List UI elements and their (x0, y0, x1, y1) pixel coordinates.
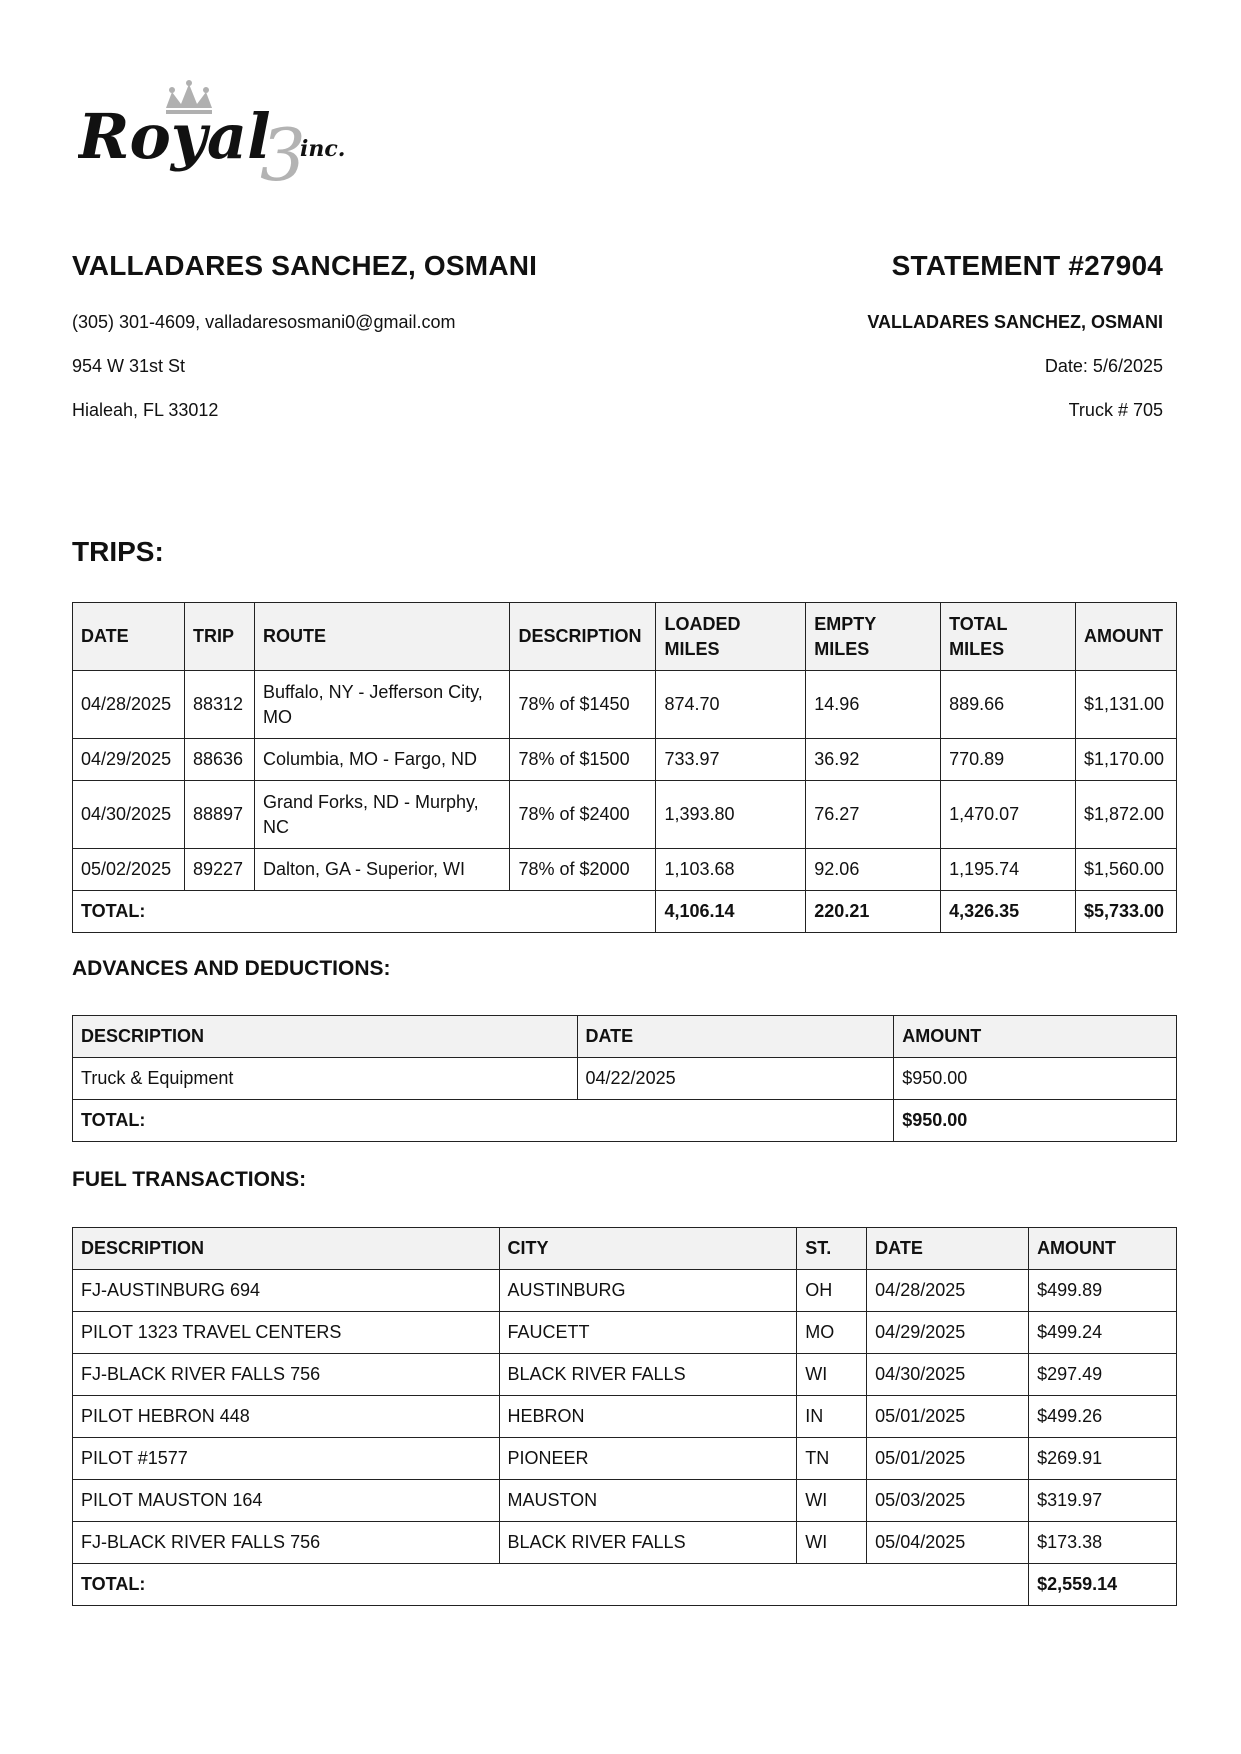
fuel-heading: FUEL TRANSACTIONS: (72, 1168, 307, 1191)
table-row (73, 1480, 1177, 1522)
cell-loaded: 733.97 (656, 739, 806, 781)
total-label: TOTAL: (73, 1100, 894, 1142)
total-amount: $5,733.00 (1075, 891, 1176, 933)
cell-description: 78% of $1500 (510, 739, 656, 781)
cell-date: 04/29/2025 (867, 1312, 1029, 1354)
cell-empty: 76.27 (806, 781, 941, 849)
cell-description: FJ-BLACK RIVER FALLS 756 (73, 1354, 500, 1396)
cell-description: 78% of $2400 (510, 781, 656, 849)
cell-date: 05/02/2025 (73, 849, 185, 891)
cell-description: FJ-BLACK RIVER FALLS 756 (73, 1522, 500, 1564)
cell-state: TN (797, 1438, 867, 1480)
royal-3-inc-logo (78, 80, 388, 190)
col-date: DATE (73, 603, 185, 671)
total-amount: $2,559.14 (1029, 1564, 1177, 1606)
cell-description: Truck & Equipment (73, 1058, 578, 1100)
col-city: CITY (499, 1228, 797, 1270)
cell-city: AUSTINBURG (499, 1270, 797, 1312)
advances-heading: ADVANCES AND DEDUCTIONS: (72, 957, 391, 980)
cell-description: PILOT MAUSTON 164 (73, 1480, 500, 1522)
col-description: DESCRIPTION (73, 1016, 578, 1058)
trips-total-row (73, 891, 1177, 933)
cell-route: Columbia, MO - Fargo, ND (254, 739, 510, 781)
col-trip: TRIP (184, 603, 254, 671)
col-date: DATE (867, 1228, 1029, 1270)
cell-description: PILOT 1323 TRAVEL CENTERS (73, 1312, 500, 1354)
driver-city: Hialeah, FL 33012 (72, 400, 219, 420)
col-total-miles: TOTAL MILES (941, 603, 1076, 671)
cell-amount: $1,170.00 (1075, 739, 1176, 781)
cell-total: 770.89 (941, 739, 1076, 781)
cell-trip: 88636 (184, 739, 254, 781)
cell-state: OH (797, 1270, 867, 1312)
table-row (73, 671, 1177, 739)
cell-route: Dalton, GA - Superior, WI (254, 849, 510, 891)
logo-suffix: inc. (300, 136, 346, 162)
cell-amount: $1,560.00 (1075, 849, 1176, 891)
statement-info (563, 250, 1163, 420)
total-empty: 220.21 (806, 891, 941, 933)
cell-description: 78% of $1450 (510, 671, 656, 739)
cell-amount: $499.24 (1029, 1312, 1177, 1354)
table-row (73, 1058, 1177, 1100)
cell-city: PIONEER (499, 1438, 797, 1480)
table-header-row (73, 1016, 1177, 1058)
driver-name: VALLADARES SANCHEZ, OSMANI (72, 250, 538, 281)
cell-trip: 88312 (184, 671, 254, 739)
trips-table (72, 602, 1177, 933)
cell-amount: $319.97 (1029, 1480, 1177, 1522)
fuel-table (72, 1227, 1177, 1606)
cell-state: MO (797, 1312, 867, 1354)
cell-description: FJ-AUSTINBURG 694 (73, 1270, 500, 1312)
cell-amount: $297.49 (1029, 1354, 1177, 1396)
cell-date: 04/28/2025 (73, 671, 185, 739)
col-amount: AMOUNT (1075, 603, 1176, 671)
cell-amount: $499.89 (1029, 1270, 1177, 1312)
cell-state: IN (797, 1396, 867, 1438)
table-row (73, 849, 1177, 891)
driver-contact: (305) 301-4609, valladaresosmani0@gmail.com (72, 312, 456, 332)
col-state: ST. (797, 1228, 867, 1270)
table-row (73, 1354, 1177, 1396)
cell-date: 04/30/2025 (867, 1354, 1029, 1396)
cell-amount: $173.38 (1029, 1522, 1177, 1564)
cell-date: 05/01/2025 (867, 1438, 1029, 1480)
cell-total: 889.66 (941, 671, 1076, 739)
cell-loaded: 1,393.80 (656, 781, 806, 849)
cell-trip: 88897 (184, 781, 254, 849)
cell-description: 78% of $2000 (510, 849, 656, 891)
cell-date: 04/30/2025 (73, 781, 185, 849)
cell-amount: $950.00 (894, 1058, 1177, 1100)
logo-numeral: 3 (260, 113, 306, 190)
cell-amount: $269.91 (1029, 1438, 1177, 1480)
statement-truck: Truck # 705 (1068, 400, 1163, 420)
table-row (73, 1438, 1177, 1480)
cell-city: BLACK RIVER FALLS (499, 1522, 797, 1564)
col-description: DESCRIPTION (510, 603, 656, 671)
total-loaded: 4,106.14 (656, 891, 806, 933)
logo-wordmark: Royal (78, 100, 271, 173)
cell-amount: $1,131.00 (1075, 671, 1176, 739)
col-amount: AMOUNT (894, 1016, 1177, 1058)
table-header-row (73, 603, 1177, 671)
total-amount: $950.00 (894, 1100, 1177, 1142)
table-row (73, 1396, 1177, 1438)
driver-street: 954 W 31st St (72, 356, 186, 376)
table-row (73, 1312, 1177, 1354)
total-label: TOTAL: (73, 891, 656, 933)
table-header-row (73, 1228, 1177, 1270)
cell-route: Grand Forks, ND - Murphy, NC (254, 781, 510, 849)
statement-payee: VALLADARES SANCHEZ, OSMANI (867, 312, 1163, 332)
cell-date: 04/22/2025 (577, 1058, 894, 1100)
cell-loaded: 1,103.68 (656, 849, 806, 891)
cell-description: PILOT HEBRON 448 (73, 1396, 500, 1438)
advances-table (72, 1015, 1177, 1142)
col-amount: AMOUNT (1029, 1228, 1177, 1270)
cell-date: 05/04/2025 (867, 1522, 1029, 1564)
statement-title: STATEMENT #27904 (891, 250, 1163, 281)
cell-date: 05/03/2025 (867, 1480, 1029, 1522)
cell-date: 05/01/2025 (867, 1396, 1029, 1438)
cell-city: HEBRON (499, 1396, 797, 1438)
cell-date: 04/29/2025 (73, 739, 185, 781)
cell-date: 04/28/2025 (867, 1270, 1029, 1312)
cell-city: FAUCETT (499, 1312, 797, 1354)
cell-city: BLACK RIVER FALLS (499, 1354, 797, 1396)
cell-empty: 14.96 (806, 671, 941, 739)
cell-amount: $1,872.00 (1075, 781, 1176, 849)
trips-heading: TRIPS: (72, 536, 164, 567)
cell-empty: 92.06 (806, 849, 941, 891)
table-row (73, 1522, 1177, 1564)
cell-empty: 36.92 (806, 739, 941, 781)
cell-route: Buffalo, NY - Jefferson City, MO (254, 671, 510, 739)
advances-total-row (73, 1100, 1177, 1142)
cell-total: 1,470.07 (941, 781, 1076, 849)
cell-city: MAUSTON (499, 1480, 797, 1522)
table-row (73, 1270, 1177, 1312)
col-loaded-miles: LOADED MILES (656, 603, 806, 671)
fuel-total-row (73, 1564, 1177, 1606)
col-date: DATE (577, 1016, 894, 1058)
cell-amount: $499.26 (1029, 1396, 1177, 1438)
table-row (73, 739, 1177, 781)
cell-loaded: 874.70 (656, 671, 806, 739)
cell-total: 1,195.74 (941, 849, 1076, 891)
cell-trip: 89227 (184, 849, 254, 891)
table-row (73, 781, 1177, 849)
cell-description: PILOT #1577 (73, 1438, 500, 1480)
col-description: DESCRIPTION (73, 1228, 500, 1270)
cell-state: WI (797, 1480, 867, 1522)
cell-state: WI (797, 1522, 867, 1564)
total-miles: 4,326.35 (941, 891, 1076, 933)
total-label: TOTAL: (73, 1564, 1029, 1606)
cell-state: WI (797, 1354, 867, 1396)
statement-date: Date: 5/6/2025 (1044, 356, 1163, 376)
col-route: ROUTE (254, 603, 510, 671)
col-empty-miles: EMPTY MILES (806, 603, 941, 671)
